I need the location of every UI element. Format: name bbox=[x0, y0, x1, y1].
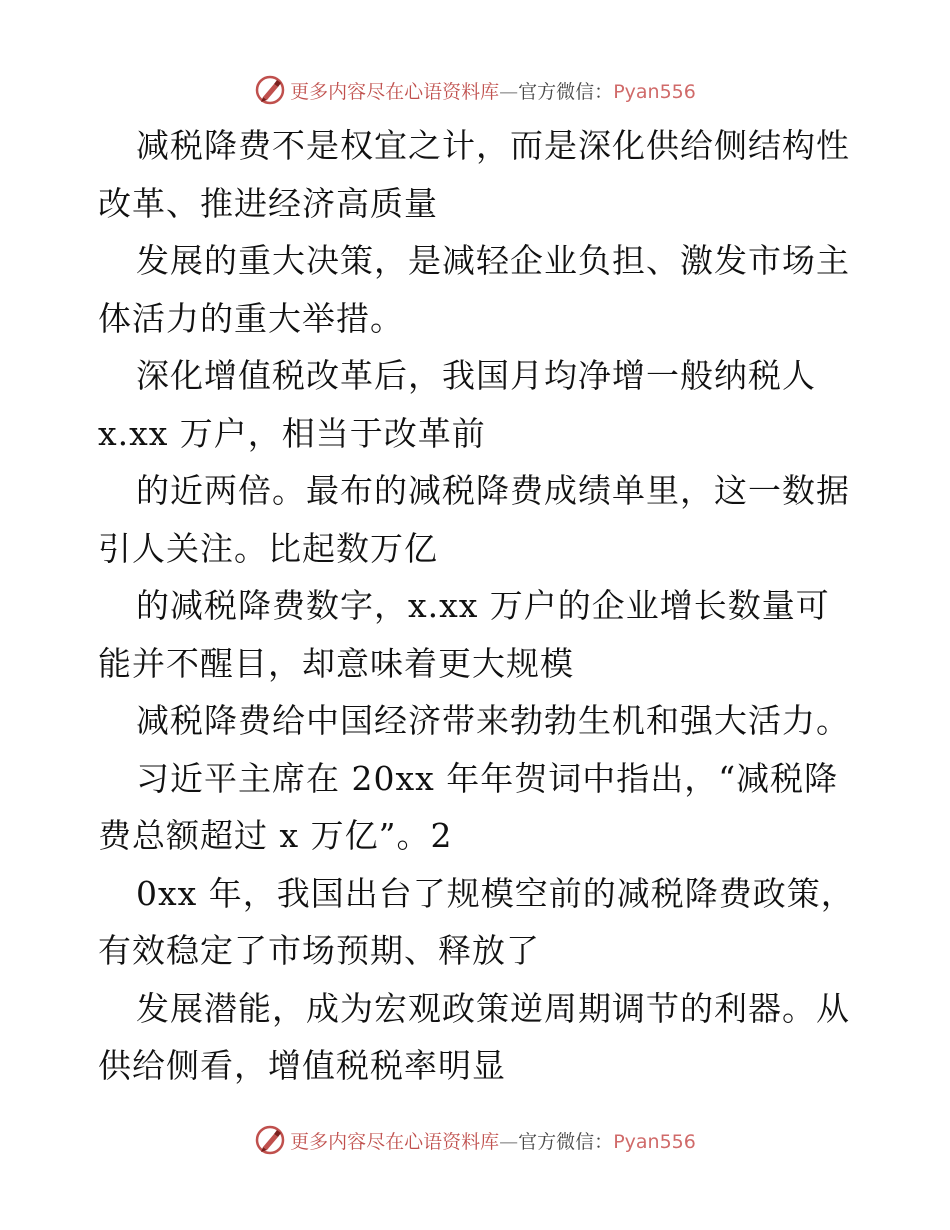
text-line: 减税降费不是权宜之计，而是深化供给侧结构性 bbox=[136, 126, 850, 165]
text-line: 0xx 年，我国出台了规模空前的减税降费政策， bbox=[136, 873, 855, 913]
text-line: x.xx 万户，相当于改革前 bbox=[98, 413, 486, 453]
wechat-label: 官方微信： bbox=[518, 1130, 614, 1153]
text-line: 改革、推进经济高质量 bbox=[98, 183, 438, 223]
text-line: 深化增值税改革后，我国月均净增一般纳税人 bbox=[136, 356, 816, 395]
header-banner bbox=[0, 70, 950, 110]
pen-in-circle-icon bbox=[254, 1124, 286, 1156]
text-line: 有效稳定了市场预期、释放了 bbox=[98, 931, 540, 970]
text-line: 减税降费给中国经济带来勃勃生机和强大活力。 bbox=[136, 701, 850, 740]
text-line: 的近两倍。最布的减税降费成绩单里，这一数据 bbox=[136, 471, 850, 510]
text-line: 能并不醒目，却意味着更大规模 bbox=[98, 643, 574, 683]
text-line: 发展潜能，成为宏观政策逆周期调节的利器。从 bbox=[136, 988, 850, 1028]
document-body bbox=[98, 117, 858, 1095]
text-line: 体活力的重大举措。 bbox=[98, 298, 404, 338]
pen-in-circle-icon bbox=[254, 74, 286, 106]
banner-text bbox=[290, 1127, 696, 1154]
site-name: 更多内容尽在心语资料库 bbox=[290, 80, 500, 103]
banner-separator: — bbox=[499, 80, 519, 103]
banner-separator: — bbox=[499, 1130, 519, 1153]
text-line: 引人关注。比起数万亿 bbox=[98, 528, 438, 568]
wechat-account: Pyan556 bbox=[613, 80, 696, 103]
text-line: 习近平主席在 20xx 年年贺词中指出，“减税降 bbox=[136, 758, 839, 798]
text-line: 的减税降费数字，x.xx 万户的企业增长数量可 bbox=[136, 586, 830, 625]
text-line: 费总额超过 x 万亿”。2 bbox=[98, 816, 453, 855]
text-line: 供给侧看，增值税税率明显 bbox=[98, 1046, 506, 1085]
banner-text bbox=[290, 77, 696, 104]
wechat-label: 官方微信： bbox=[518, 80, 614, 103]
wechat-account: Pyan556 bbox=[613, 1130, 696, 1153]
footer-banner bbox=[0, 1120, 950, 1160]
site-name: 更多内容尽在心语资料库 bbox=[290, 1130, 500, 1153]
text-line: 发展的重大决策，是减轻企业负担、激发市场主 bbox=[136, 241, 850, 280]
